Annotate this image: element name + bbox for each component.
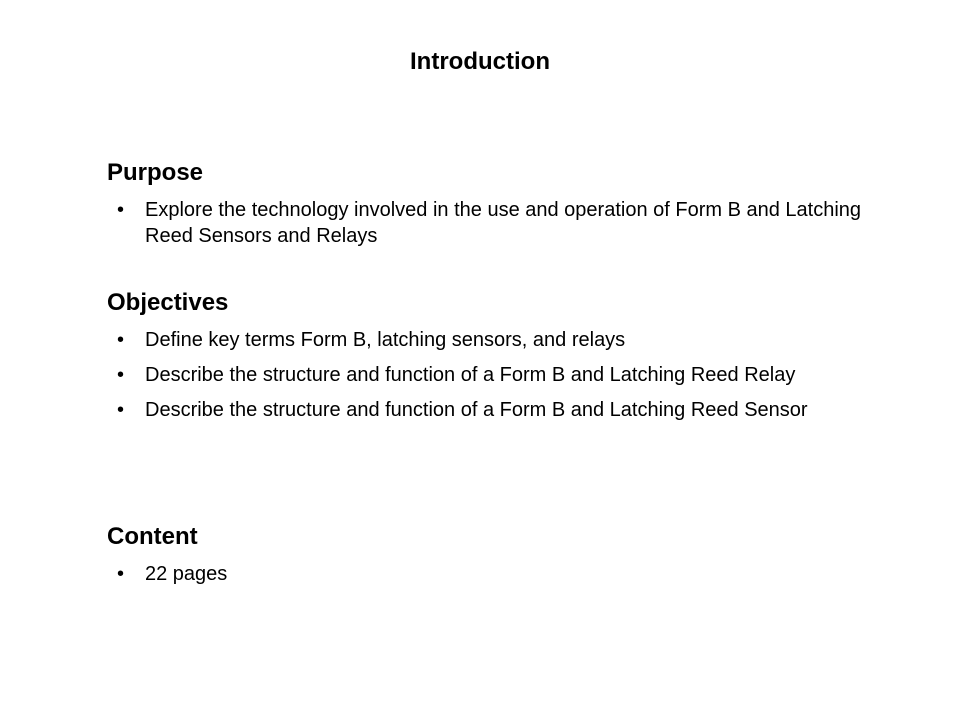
bullet-icon: •: [117, 563, 125, 585]
objectives-section: [107, 288, 867, 423]
objectives-bullet-item: [107, 327, 867, 353]
content-section: [107, 522, 867, 587]
objectives-bullet-text: Describe the structure and function of a Form B and Latching Reed Relay: [145, 364, 796, 386]
objectives-heading: Objectives: [107, 289, 229, 316]
content-heading: Content: [107, 523, 198, 550]
purpose-bullet-item: [107, 197, 867, 249]
purpose-section: [107, 158, 867, 249]
bullet-icon: •: [117, 399, 125, 421]
objectives-bullet-item: [107, 397, 867, 423]
bullet-icon: •: [117, 199, 125, 221]
slide-title: Introduction: [410, 48, 550, 75]
content-bullet-item: [107, 561, 867, 587]
objectives-bullet-item: [107, 362, 867, 388]
bullet-icon: •: [117, 329, 125, 351]
objectives-bullet-list: [107, 327, 867, 423]
purpose-heading: Purpose: [107, 159, 204, 186]
objectives-bullet-text: Define key terms Form B, latching sensors, and relays: [145, 329, 626, 351]
bullet-icon: •: [117, 364, 125, 386]
content-bullet-list: [107, 561, 867, 587]
objectives-bullet-text: Describe the structure and function of a Form B and Latching Reed Sensor: [145, 399, 808, 421]
purpose-bullet-text: Explore the technology involved in the use and operation of Form B and Latching Reed Sensors and Relays: [145, 199, 862, 247]
content-bullet-text: 22 pages: [145, 563, 228, 585]
purpose-bullet-list: [107, 197, 867, 249]
